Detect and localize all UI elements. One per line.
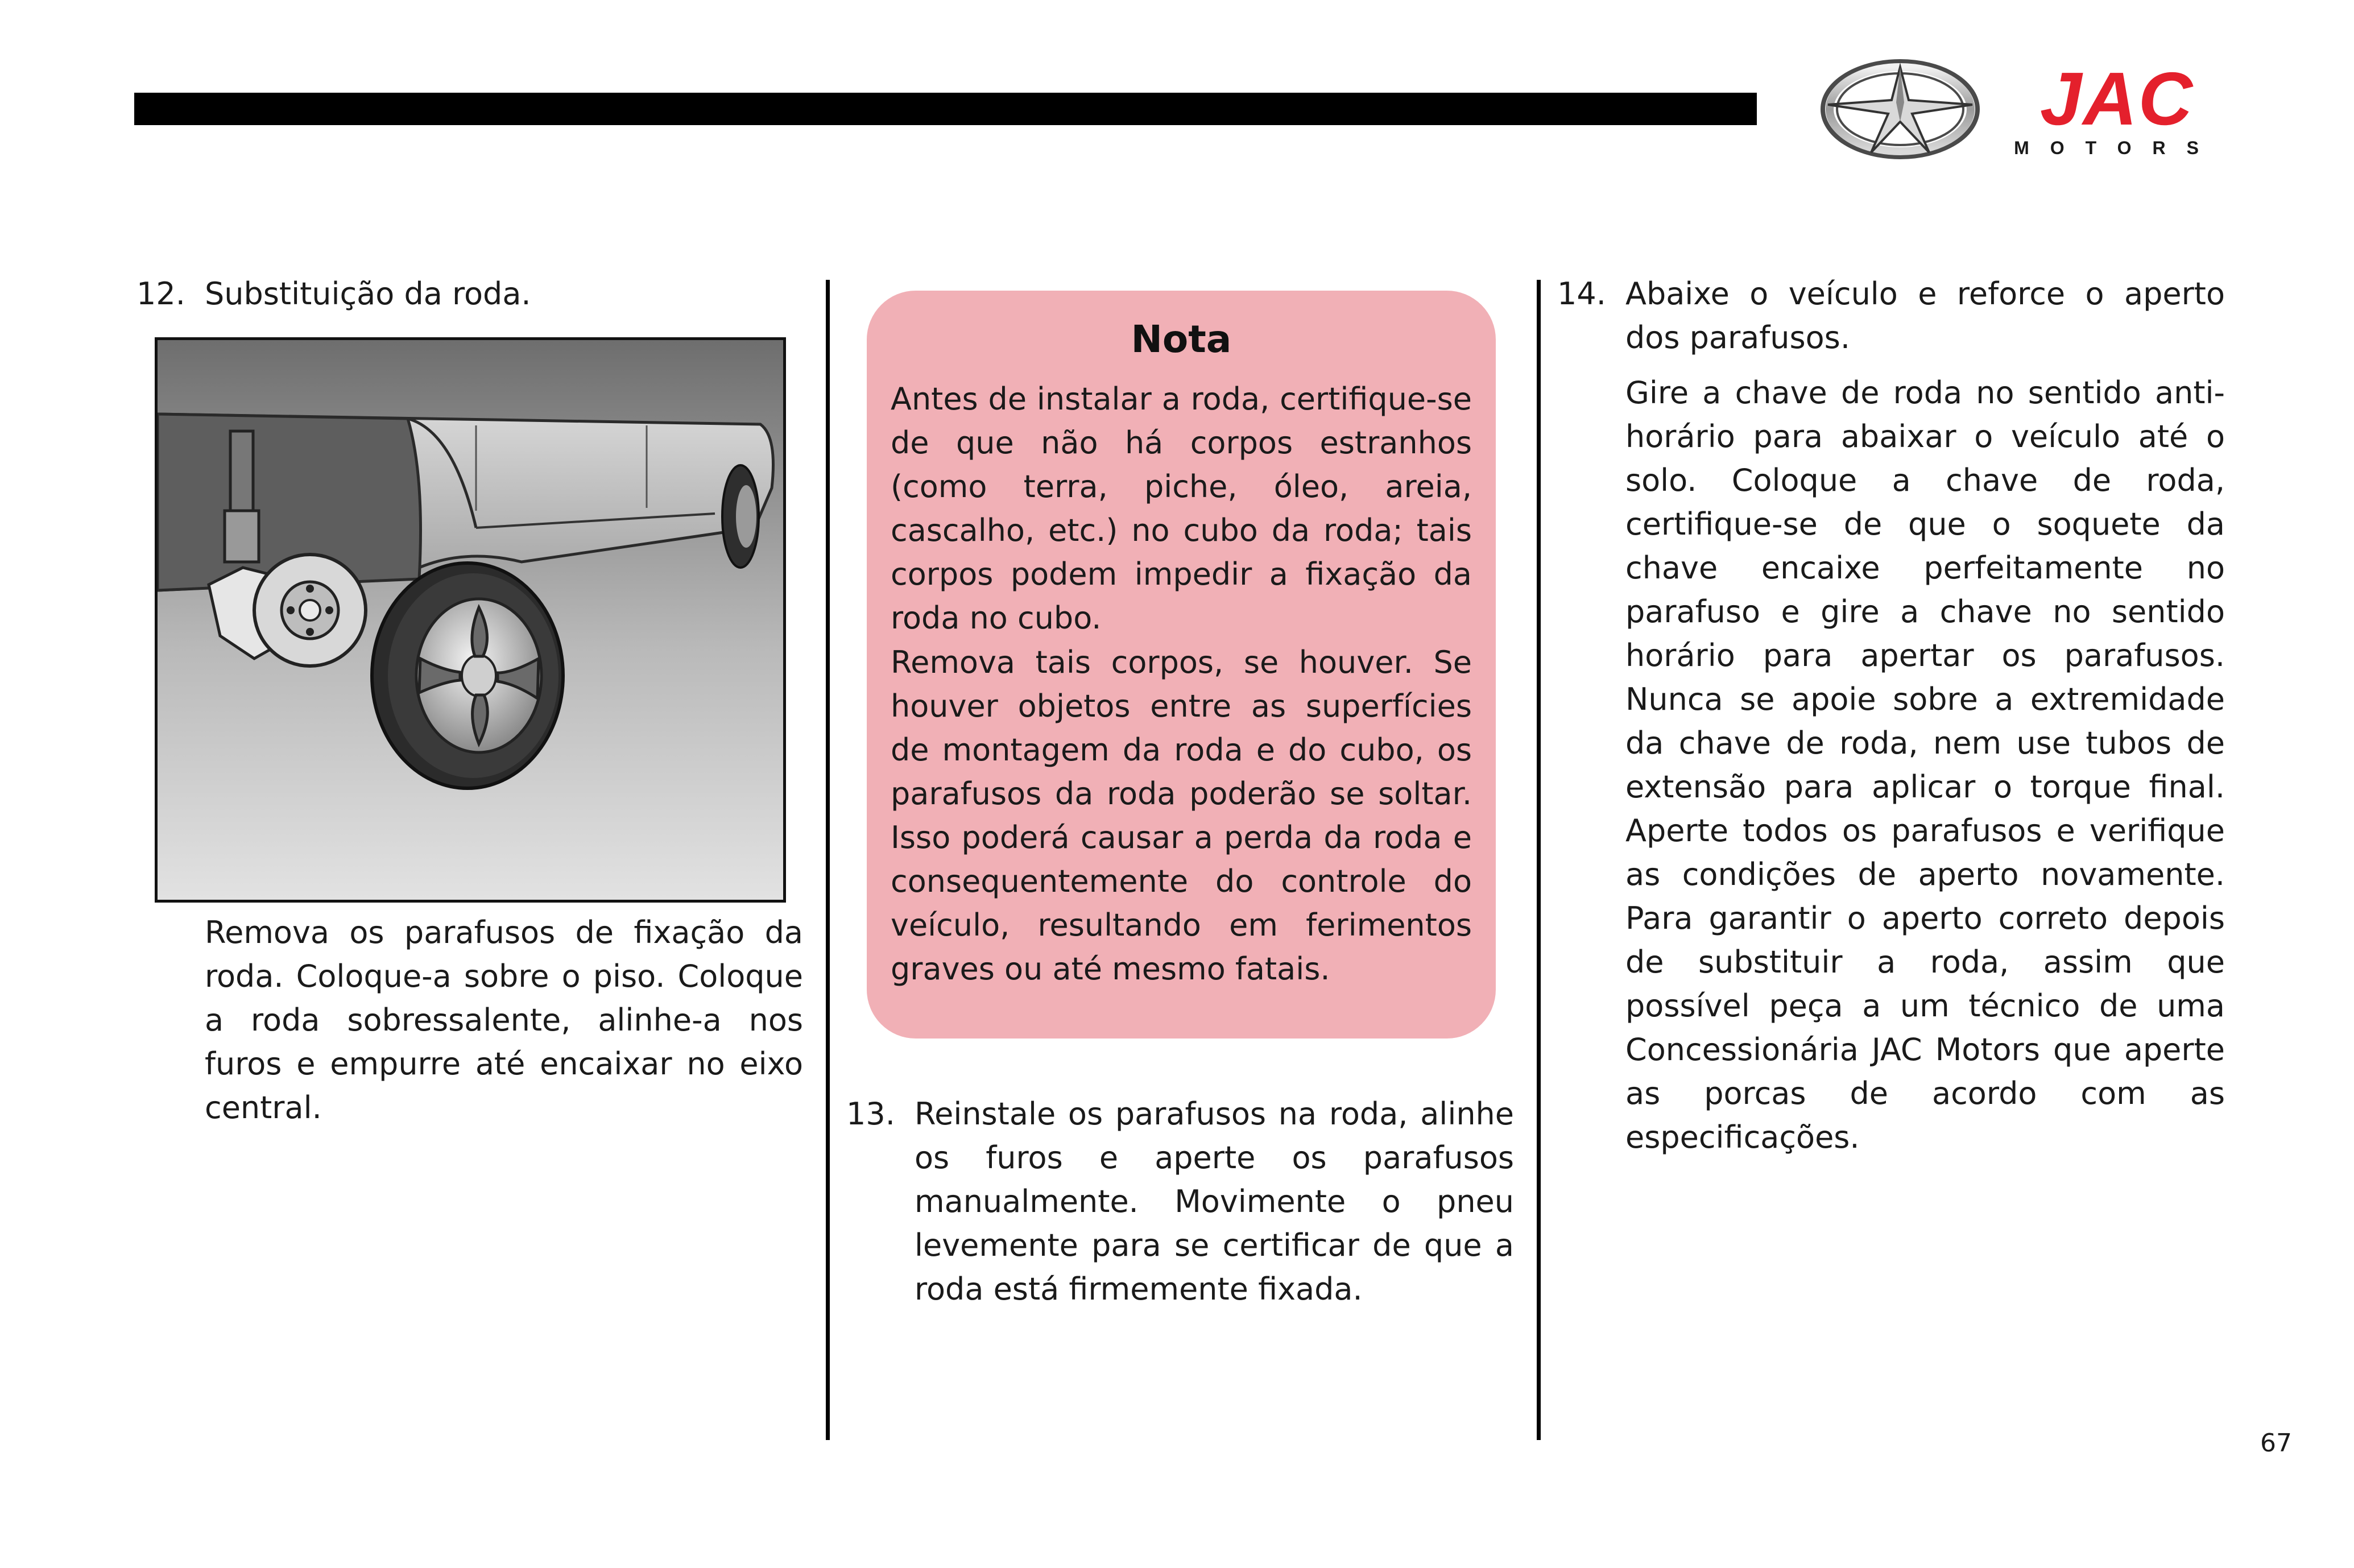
step-13-number: 13. [846, 1096, 895, 1132]
step-14-title: Abaixe o veículo e reforce o aperto dos parafusos. [1625, 276, 2225, 355]
step-14-number: 14. [1557, 276, 1606, 312]
note-paragraph-1: Antes de instalar a roda, certifique-se de que não há corpos estranhos (como terra, piche, óleo, areia, cascalho, etc.) no cubo da roda; tais corpos podem impedir a fixação da roda no cubo. [891, 381, 1472, 636]
wheel-replacement-illustration [155, 337, 786, 903]
note-box [867, 291, 1496, 1039]
step-12-title: Substituição da roda. [205, 276, 531, 312]
step-12-body: Remova os parafusos de fixação da roda. Coloque-a sobre o piso. Coloque a roda sobressalente, alinhe-a nos furos e empurre até encaixar no eixo central. [205, 915, 803, 1126]
step-13-body: Reinstale os parafusos na roda, alinhe os furos e aperte os parafusos manualmente. Movimente o pneu levemente para se certificar de que a roda está firmemente fixada. [915, 1096, 1514, 1307]
header-bar [134, 93, 1757, 125]
jac-motors-logo [1818, 57, 2239, 165]
note-paragraph-2: Remova tais corpos, se houver. Se houver objetos entre as superfícies de montagem da roda e do cubo, os parafusos da roda poderão se soltar. Isso poderá causar a perda da roda e consequentemente do controle do veículo, resultando em ferimentos graves ou até mesmo fatais. [891, 644, 1472, 987]
column-divider-left [826, 280, 830, 1440]
note-title: Nota [1131, 317, 1232, 361]
step-14-body: Gire a chave de roda no sentido anti-horário para abaixar o veículo até o solo. Coloque a chave de roda, certifique-se de que o soquete da chave encaixe perfeitamente no parafuso e gire a chave no sentido horário para apertar os parafusos. Nunca se apoie sobre a extremidade da chave de roda, nem use tubos de extensão para aplicar o torque final. Aperte todos os parafusos e verifique as condições de aperto novamente. Para garantir o aperto correto depois de substituir a roda, assim que possível peça a um técnico de uma Concessionária JAC Motors que aperte as porcas de acordo com as especificações. [1625, 375, 2225, 1155]
jac-star-emblem-icon [1818, 57, 1983, 165]
column-divider-right [1537, 280, 1541, 1440]
step-12-number: 12. [136, 276, 185, 312]
brand-subtitle: MOTORS [2014, 138, 2220, 158]
page-number: 67 [2260, 1429, 2292, 1458]
brand-wordmark: JAC [2039, 57, 2194, 140]
